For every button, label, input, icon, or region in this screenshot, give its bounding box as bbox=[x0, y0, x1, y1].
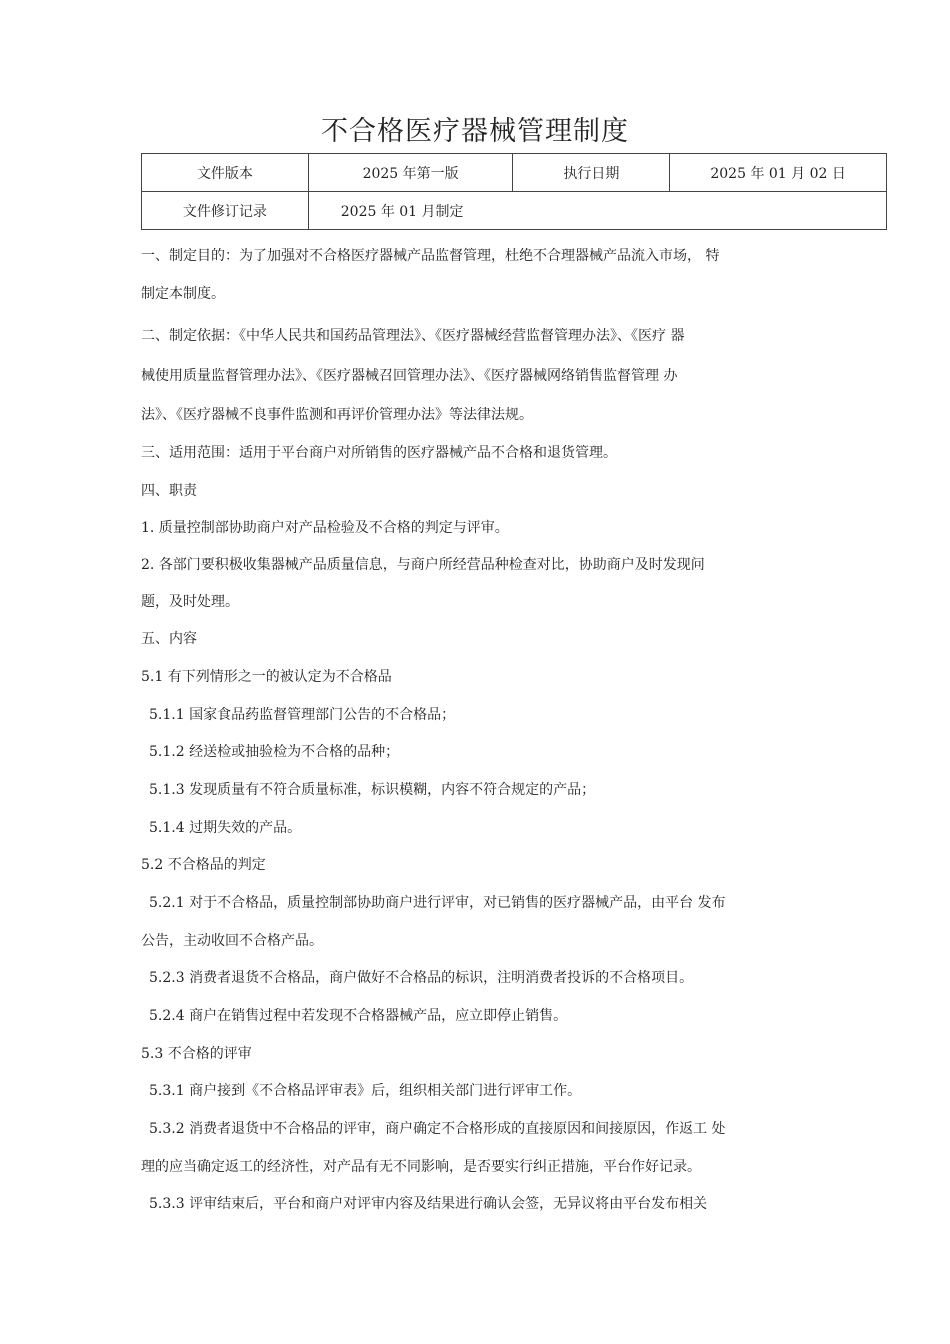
subsection-5-1: 5.1 有下列情形之一的被认定为不合格品 bbox=[141, 669, 392, 685]
clause-5-3-2-line-2: 理的应当确定返工的经济性，对产品有无不同影响，是否要实行纠正措施，平台作好记录。 bbox=[141, 1159, 701, 1175]
clause-5-2-1-line-1: 5.2.1 对于不合格品，质量控制部协助商户进行评审，对已销售的医疗器械产品，由平台 发布 bbox=[149, 895, 726, 911]
exec-date-label: 执行日期 bbox=[513, 154, 670, 192]
clause-5-2-4: 5.2.4 商户在销售过程中若发现不合格器械产品，应立即停止销售。 bbox=[149, 1008, 568, 1024]
duty-item-2-line-1: 2. 各部门要积极收集器械产品质量信息，与商户所经营品种检查对比，协助商户及时发现问 bbox=[141, 557, 705, 573]
scope-line: 三、适用范围：适用于平台商户对所销售的医疗器械产品不合格和退货管理。 bbox=[141, 445, 617, 461]
clause-5-3-3-line-1: 5.3.3 评审结束后，平台和商户对评审内容及结果进行确认会签，无异议将由平台发布相关 bbox=[149, 1196, 708, 1212]
clause-5-3-1: 5.3.1 商户接到《不合格品评审表》后，组织相关部门进行评审工作。 bbox=[149, 1083, 582, 1099]
clause-5-3-2-line-1: 5.3.2 消费者退货中不合格品的评审，商户确定不合格形成的直接原因和间接原因，作返工 处 bbox=[149, 1121, 726, 1137]
section-heading-content: 五、内容 bbox=[141, 631, 197, 647]
subsection-5-2: 5.2 不合格品的判定 bbox=[141, 857, 266, 873]
clause-5-2-1-line-2: 公告，主动收回不合格产品。 bbox=[141, 933, 323, 949]
clause-5-1-2: 5.1.2 经送检或抽验检为不合格的品种； bbox=[149, 744, 400, 760]
basis-line-2: 械使用质量监督管理办法》、《医疗器械召回管理办法》、《医疗器械网络销售监督管理 办 bbox=[141, 368, 678, 384]
clause-5-2-3: 5.2.3 消费者退货不合格品，商户做好不合格品的标识，注明消费者投诉的不合格项目。 bbox=[149, 970, 694, 986]
basis-line-1: 二、制定依据：《中华人民共和国药品管理法》、《医疗器械经营监督管理办法》、《医疗 器 bbox=[141, 328, 685, 344]
table-row bbox=[142, 154, 887, 192]
version-value: 2025 年第一版 bbox=[308, 154, 513, 192]
purpose-line-1: 一、制定目的：为了加强对不合格医疗器械产品监督管理，杜绝不合理器械产品流入市场， 特 bbox=[141, 248, 720, 264]
section-heading-duties: 四、职责 bbox=[141, 483, 197, 499]
duty-item-2-line-2: 题，及时处理。 bbox=[141, 594, 239, 610]
purpose-line-2: 制定本制度。 bbox=[141, 286, 225, 302]
document-info-table bbox=[141, 153, 887, 230]
revision-label: 文件修订记录 bbox=[142, 192, 309, 230]
basis-line-3: 法》、《医疗器械不良事件监测和再评价管理办法》等法律法规。 bbox=[141, 407, 533, 423]
document-title: 不合格医疗器械管理制度 bbox=[321, 116, 629, 147]
duty-item-1: 1. 质量控制部协助商户对产品检验及不合格的判定与评审。 bbox=[141, 520, 509, 536]
version-label: 文件版本 bbox=[142, 154, 309, 192]
clause-5-1-4: 5.1.4 过期失效的产品。 bbox=[149, 820, 302, 836]
clause-5-1-1: 5.1.1 国家食品药监督管理部门公告的不合格品； bbox=[149, 707, 456, 723]
exec-date-value: 2025 年 01 月 02 日 bbox=[670, 154, 887, 192]
revision-value: 2025 年 01 月制定 bbox=[308, 192, 886, 230]
clause-5-1-3: 5.1.3 发现质量有不符合质量标准，标识模糊，内容不符合规定的产品； bbox=[149, 782, 596, 798]
table-row bbox=[142, 192, 887, 230]
subsection-5-3: 5.3 不合格的评审 bbox=[141, 1046, 252, 1062]
